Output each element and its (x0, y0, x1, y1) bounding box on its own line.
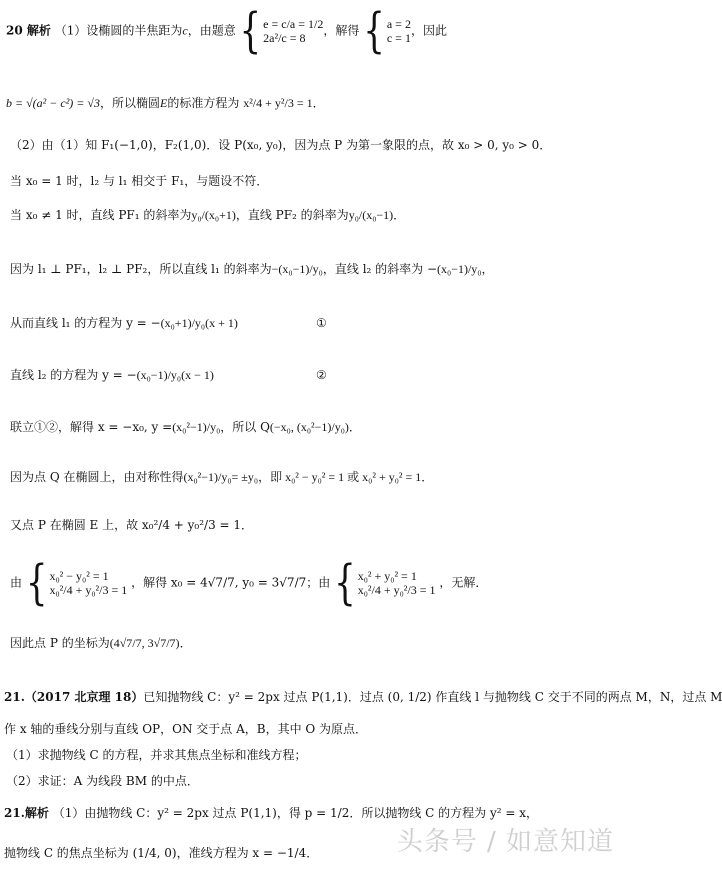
problem-21-question-1: （1）求抛物线 C 的方程，并求其焦点坐标和准线方程； (6, 748, 307, 762)
solution-21-line-1: 21.解析 （1）由抛物线 C：y² = 2px 过点 P(1,1)，得 p = 1/2．所以抛物线 C 的方程为 y² = x， (4, 806, 539, 820)
solution-20-line-13: 因此点 P 的坐标为(4√7/7, 3√7/7)． (10, 636, 192, 650)
system-given: { e = c/a = 1/2 2a²/c = 8 (239, 3, 324, 60)
solution-21-line-2: 抛物线 C 的焦点坐标为 (1/4, 0)，准线方程为 x = −1/4． (4, 846, 319, 860)
system-result: { a = 2 c = 1 (363, 3, 411, 60)
solution-20-line-6: 因为 l₁ ⊥ PF₁，l₂ ⊥ PF₂，所以直线 l₁ 的斜率为−(x₀−1)/y₀，直线 l₂ 的斜率为 −(x₀−1)/y₀， (10, 262, 494, 276)
equation-number-1: ① (316, 316, 327, 330)
solution-label: 20 解析 (6, 23, 51, 38)
problem-21-line-1: 21.（2017 北京理 18）已知抛物线 C：y² = 2px 过点 P(1,1)．过点 (0, 1/2) 作直线 l 与抛物线 C 交于不同的两点 M，N，过点 M (4, 690, 722, 704)
solution-20-line-5: 当 x₀ ≠ 1 时，直线 PF₁ 的斜率为y₀/(x₀+1)，直线 PF₂ 的斜率为y₀/(x₀−1)． (10, 208, 406, 222)
problem-21-question-2: （2）求证：A 为线段 BM 的中点． (6, 774, 199, 788)
solution-20-line-12: 由 { x₀² − y₀² = 1 x₀²/4 + y₀²/3 = 1 ，解得 x₀ = 4√7/7, y₀ = 3√7/7；由 { x₀² + y₀² = 1 x₀²/4 + y₀²/3 = 1 ，无解． (10, 555, 488, 611)
solution-20-line-10: 因为点 Q 在椭圆上，由对称性得(x₀²−1)/y₀= ±y₀，即 x₀² − y₀² = 1 或 x₀² + y₀² = 1． (10, 470, 434, 484)
equation-number-2: ② (316, 368, 327, 382)
solution-20-line-9: 联立①②，解得 x = −x₀, y =(x₀²−1)/y₀，所以 Q(−x₀, (x₀²−1)/y₀)． (10, 420, 361, 434)
solution-20-line-3: （2）由（1）知 F₁(−1,0)，F₂(1,0)．设 P(x₀, y₀)，因为点 P 为第一象限的点，故 x₀ > 0, y₀ > 0． (10, 138, 552, 152)
solution-20-line-11: 又点 P 在椭圆 E 上，故 x₀²/4 + y₀²/3 = 1． (10, 518, 254, 532)
solution-20-line-2: b = √(a² − c²) = √3，所以椭圆E的标准方程为 x²/4 + y²/3 = 1． (6, 96, 325, 110)
solution-20-line-4: 当 x₀ = 1 时，l₂ 与 l₁ 相交于 F₁，与题设不符． (10, 174, 269, 188)
solution-20-line-8: 直线 l₂ 的方程为 y = −(x₀−1)/y₀(x − 1) (10, 368, 214, 382)
watermark: 头条号 / 如意知道 (396, 827, 614, 857)
solution-20-line-1: 20 解析 （1）设椭圆的半焦距为c，由题意 { e = c/a = 1/2 2a²/c = 8 ，解得 { a = 2 c = 1 ，因此 (6, 3, 447, 60)
problem-21-line-2: 作 x 轴的垂线分别与直线 OP，ON 交于点 A，B，其中 O 为原点． (4, 722, 368, 736)
solution-20-line-7: 从而直线 l₁ 的方程为 y = −(x₀+1)/y₀(x + 1) (10, 316, 238, 330)
